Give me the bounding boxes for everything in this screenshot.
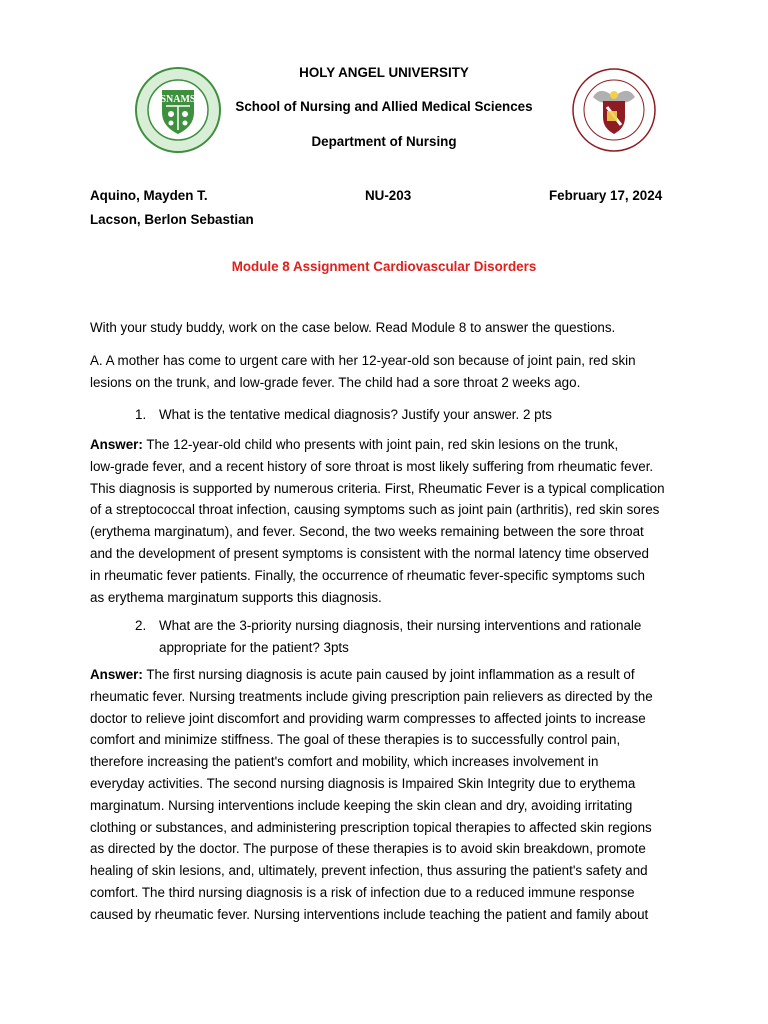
- answer-line: in rheumatic fever patients. Finally, the occurrence of rheumatic fever-specific symptoms such: [90, 567, 645, 583]
- answer-line: marginatum. Nursing interventions include keeping the skin clean and dry, avoiding irritating: [90, 797, 633, 813]
- answer-label: Answer:: [90, 437, 143, 452]
- answer-2-text: The first nursing diagnosis is acute pain caused by joint inflammation as a result of: [142, 667, 635, 682]
- case-a-paragraph: [90, 350, 680, 394]
- answer-1-paragraph: [90, 434, 680, 608]
- answer-line: comfort and minimize stiffness. The goal of these therapies is to successfully control pain,: [90, 732, 621, 748]
- question-text: appropriate for the patient? 3pts: [159, 639, 349, 655]
- answer-line: This diagnosis is supported by numerous criteria. First, Rheumatic Fever is a typical complication: [90, 480, 665, 496]
- question-number: 2.: [135, 618, 147, 633]
- answer-line: as directed by the doctor. The purpose of these therapies is to avoid skin breakdown, promote: [90, 841, 646, 857]
- question-text: What is the tentative medical diagnosis? Justify your answer. 2 pts: [159, 407, 552, 422]
- answer-line: healing of skin lesions, and, ultimately, prevent infection, thus assuring the patient's safety and: [90, 863, 648, 879]
- snams-logo-text: SNAMS: [160, 94, 196, 105]
- answer-line: of a streptococcal throat infection, causing symptoms such as joint pain (arthritis), red skin sores: [90, 502, 660, 518]
- case-a-line: A. A mother has come to urgent care with her 12-year-old son because of joint pain, red skin: [90, 353, 636, 368]
- answer-1-text: The 12-year-old child who presents with joint pain, red skin lesions on the trunk,: [142, 437, 619, 452]
- answer-line: therefore increasing the patient's comfort and mobility, which increases involvement in: [90, 754, 599, 770]
- case-a-line: lesions on the trunk, and low-grade fever. The child had a sore throat 2 weeks ago.: [90, 374, 581, 390]
- assignment-title: Module 8 Assignment Cardiovascular Disorders: [231, 259, 537, 274]
- answer-line: comfort. The third nursing diagnosis is a risk of infection due to a reduced immune response: [90, 884, 635, 900]
- university-name: HOLY ANGEL UNIVERSITY: [299, 65, 469, 80]
- answer-2-paragraph: [90, 664, 680, 926]
- answer-line: and the development of present symptoms is consistent with the normal latency time observed: [90, 545, 649, 561]
- question-number: 1.: [135, 407, 147, 422]
- answer-line: doctor to relieve joint discomfort and providing warm compresses to affected joints to increase: [90, 710, 646, 726]
- intro-paragraph: [90, 317, 680, 339]
- answer-line: as erythema marginatum supports this diagnosis.: [90, 589, 382, 605]
- answer-line: [90, 434, 680, 456]
- student-name-2: Lacson, Berlon Sebastian: [90, 212, 254, 227]
- course-code: NU-203: [365, 188, 412, 203]
- department-name: Department of Nursing: [311, 134, 457, 149]
- answer-line: caused by rheumatic fever. Nursing interventions include teaching the patient and family about: [90, 906, 649, 922]
- answer-line: clothing or substances, and administering prescription topical therapies to affected skin regions: [90, 819, 652, 835]
- intro-text: With your study buddy, work on the case below. Read Module 8 to answer the questions.: [90, 320, 616, 335]
- answer-line: rheumatic fever. Nursing treatments include giving prescription pain relievers as directed by the: [90, 688, 653, 704]
- school-name: School of Nursing and Allied Medical Sciences: [235, 99, 533, 114]
- answer-line: (erythema marginatum), and fever. Second, the two weeks remaining between the sore throat: [90, 524, 644, 540]
- answer-line: [90, 664, 680, 686]
- student-name-1: Aquino, Mayden T.: [90, 188, 208, 203]
- question-text: What are the 3-priority nursing diagnosis, their nursing interventions and rationale: [159, 618, 642, 633]
- answer-label: Answer:: [90, 667, 143, 682]
- submission-date: February 17, 2024: [549, 188, 663, 203]
- answer-line: low-grade fever, and a recent history of sore throat is most likely suffering from rheumatic fever.: [90, 458, 654, 474]
- answer-line: everyday activities. The second nursing diagnosis is Impaired Skin Integrity due to erythema: [90, 775, 636, 791]
